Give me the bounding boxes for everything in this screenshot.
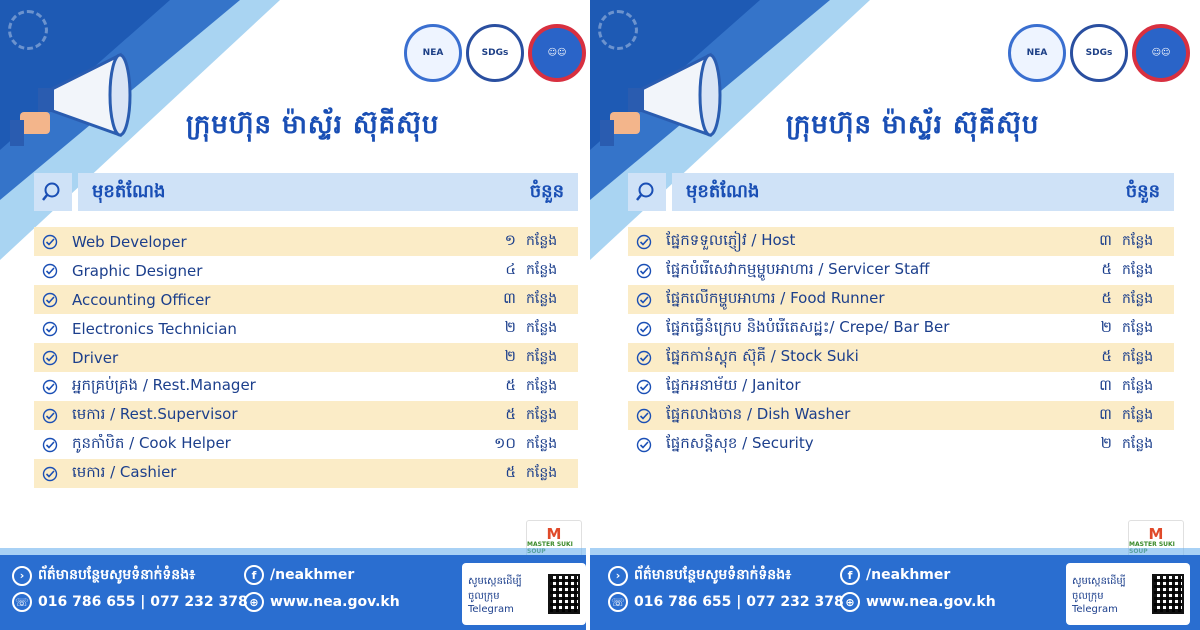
job-unit: កន្លែង [1122,378,1154,394]
qr-line1: សូមស្កេនដើម្បី [1072,575,1126,587]
table-header [34,173,578,211]
job-panel-left [0,0,586,630]
sdgs-logo: SDGs [1070,24,1128,82]
check-circle-icon [42,437,58,453]
qr-line2: ចូលក្រុម Telegram [468,590,514,615]
job-position: Driver [72,348,119,367]
job-count: ២ [504,317,516,336]
check-circle-icon [636,292,652,308]
website-line [244,592,400,612]
phone-line [608,592,844,612]
megaphone-icon [600,40,740,150]
job-unit: កន្លែង [526,378,558,394]
check-circle-icon [42,321,58,337]
check-circle-icon [636,408,652,424]
qr-line1: សូមស្កេនដើម្បី [468,575,522,587]
job-position: មេការ / Rest.Supervisor [72,404,238,423]
job-count: ៥ [1101,346,1112,365]
job-unit: កន្លែង [1122,349,1154,365]
check-circle-icon [636,437,652,453]
phone-icon: ☏ [608,592,628,612]
job-position: ផ្នែកអនាម័យ / Janitor [666,375,801,394]
job-unit: កន្លែង [1122,233,1154,249]
job-position: ផ្នែកធ្វើនំក្រេប និងបំរើតេសដ្ឋះ/ Crepe/ Bar Ber [666,317,950,336]
job-row [34,372,578,401]
job-row [34,227,578,256]
partner-logo: ☺☺ [528,24,586,82]
phone-text[interactable]: 016 786 655 | 077 232 378 [38,594,248,610]
job-count: ៥ [505,375,516,394]
job-unit: កន្លែង [1122,291,1154,307]
job-position: ផ្នែកលើកម្ហូបអាហារ / Food Runner [666,288,885,307]
info-line [608,565,791,586]
company-title: ក្រុមហ៊ុន ម៉ាស្ទ័រ ស៊ុគីស៊ុប [786,110,1040,140]
brand-text: MASTER SUKI [527,541,573,548]
website-link[interactable]: www.nea.gov.kh [270,594,400,610]
job-panel-right [590,0,1200,630]
phone-line [12,592,248,612]
company-title: ក្រុមហ៊ុន ម៉ាស្ទ័រ ស៊ុគីស៊ុប [186,110,440,140]
job-unit: កន្លែង [526,436,558,452]
website-link[interactable]: www.nea.gov.kh [866,594,996,610]
telegram-qr[interactable] [1066,563,1190,625]
brand-mark: M [546,525,562,543]
check-circle-icon [42,234,58,250]
job-row [34,430,578,459]
job-row [628,227,1174,256]
phone-icon: ☏ [12,592,32,612]
job-count: ៥ [1101,259,1112,278]
job-count: ១ [504,230,516,249]
job-row [34,314,578,343]
job-unit: កន្លែង [526,465,558,481]
qr-code-icon [1152,574,1184,614]
position-column-header: មុខតំណែង [92,180,166,202]
check-circle-icon [42,466,58,482]
job-count: ៣ [1099,230,1112,249]
position-column-header: មុខតំណែង [686,180,760,202]
job-row [628,401,1174,430]
job-unit: កន្លែង [526,262,558,278]
job-row [34,401,578,430]
job-position: Web Developer [72,232,187,251]
job-row [628,314,1174,343]
job-unit: កន្លែង [526,407,558,423]
job-count: ៣ [1099,404,1112,423]
job-list [628,227,1174,459]
job-row [34,343,578,372]
facebook-line [244,565,354,585]
globe-icon: ⊕ [244,592,264,612]
job-position: ផ្នែកលាងចាន / Dish Washer [666,404,851,423]
qr-caption [1072,574,1148,615]
job-row [34,459,578,488]
job-position: ផ្នែកកាន់ស្តុក ស៊ុគី / Stock Suki [666,346,859,365]
job-count: ៣ [1099,375,1112,394]
job-count: ៥ [1101,288,1112,307]
check-circle-icon [636,379,652,395]
job-unit: កន្លែង [526,233,558,249]
info-text: ព័ត៌មានបន្ថែមសូមទំនាក់ទំនង៖ [38,567,196,583]
job-count: ២ [1100,433,1112,452]
telegram-qr[interactable] [462,563,586,625]
job-unit: កន្លែង [526,291,558,307]
check-circle-icon [42,408,58,424]
qr-code-icon [548,574,580,614]
search-icon [34,173,72,211]
facebook-line [840,565,950,585]
chevron-right-icon: › [608,566,628,586]
partner-logos [1008,24,1190,82]
job-unit: កន្លែង [1122,262,1154,278]
globe-icon: ⊕ [840,592,860,612]
ministry-logo: NEA [1008,24,1066,82]
chevron-right-icon: › [12,566,32,586]
check-circle-icon [636,263,652,279]
job-position: កូនកាំបិត / Cook Helper [72,433,231,452]
job-row [628,430,1174,459]
job-unit: កន្លែង [526,320,558,336]
job-unit: កន្លែង [1122,407,1154,423]
header-bar [78,173,578,211]
job-count: ៤ [505,259,516,278]
job-position: Accounting Officer [72,290,211,309]
job-unit: កន្លែង [1122,436,1154,452]
facebook-link[interactable]: /neakhmer [866,567,951,583]
job-row [628,256,1174,285]
job-unit: កន្លែង [526,349,558,365]
job-row [34,285,578,314]
job-row [34,256,578,285]
website-line [840,592,996,612]
job-count: ៥ [505,462,516,481]
check-circle-icon [636,234,652,250]
phone-text[interactable]: 016 786 655 | 077 232 378 [634,594,844,610]
table-header [628,173,1174,211]
job-count: ៣ [503,288,516,307]
check-circle-icon [42,350,58,366]
check-circle-icon [42,292,58,308]
header-bar [672,173,1174,211]
job-position: មេការ / Cashier [72,462,177,481]
sdgs-logo: SDGs [466,24,524,82]
info-line [12,565,195,586]
qr-line2: ចូលក្រុម Telegram [1072,590,1118,615]
job-position: ផ្នែកទទួលភ្ញៀវ / Host [666,230,796,249]
brand-text: MASTER SUKI [1129,541,1175,548]
job-position: Graphic Designer [72,261,203,280]
count-column-header: ចំនួន [529,180,564,202]
job-list [34,227,578,488]
job-position: ផ្នែកសន្តិសុខ / Security [666,433,814,452]
job-position: អ្នកគ្រប់គ្រង / Rest.Manager [72,375,256,394]
check-circle-icon [42,263,58,279]
brand-mark: M [1148,525,1164,543]
ministry-logo: NEA [404,24,462,82]
partner-logos [404,24,586,82]
job-unit: កន្លែង [1122,320,1154,336]
job-count: ៥ [505,404,516,423]
facebook-link[interactable]: /neakhmer [270,567,355,583]
check-circle-icon [636,350,652,366]
facebook-icon: f [840,565,860,585]
search-icon [628,173,666,211]
job-count: ២ [504,346,516,365]
job-position: Electronics Technician [72,319,237,338]
job-row [628,372,1174,401]
check-circle-icon [42,379,58,395]
check-circle-icon [636,321,652,337]
job-count: ២ [1100,317,1112,336]
count-column-header: ចំនួន [1125,180,1160,202]
job-position: ផ្នែកបំរើសេវាកម្មម្ហូបអាហារ / Servicer Staff [666,259,930,278]
info-text: ព័ត៌មានបន្ថែមសូមទំនាក់ទំនង៖ [634,567,792,583]
megaphone-icon [10,40,150,150]
job-row [628,343,1174,372]
job-count: ១០ [494,433,516,452]
job-row [628,285,1174,314]
qr-caption [468,574,544,615]
facebook-icon: f [244,565,264,585]
partner-logo: ☺☺ [1132,24,1190,82]
